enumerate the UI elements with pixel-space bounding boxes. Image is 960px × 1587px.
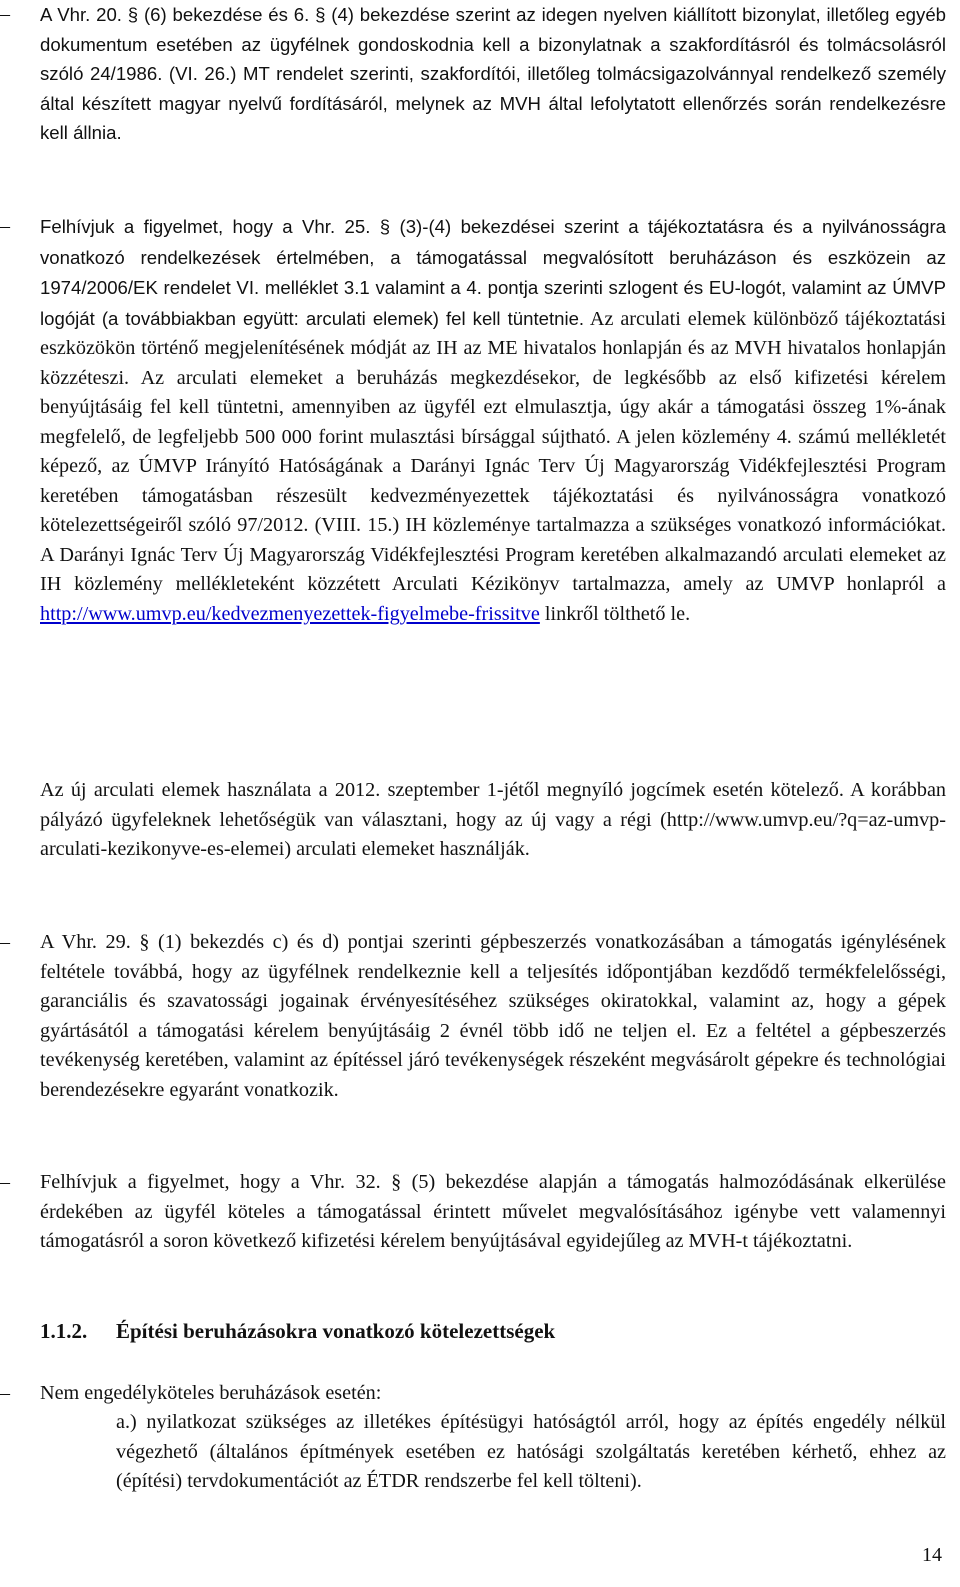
paragraph-text <box>40 212 946 629</box>
section-title: Építési beruházásokra vonatkozó kötelezettségek <box>116 1319 556 1343</box>
paragraph-text: Nem engedélyköteles beruházások esetén: <box>40 1382 382 1404</box>
paragraph-text: Felhívjuk a figyelmet, hogy a Vhr. 32. § (5) bekezdése alapján a támogatás halmozódásának elkerülése érdekében az ügyfél köteles a támogatással érintett művelet megvalósításához igénybe vett valamennyi támogatásról a soron következő kifizetési kérelem benyújtásával egyidejűleg az MVH-t tájékoztatni. <box>40 1171 946 1252</box>
section-number: 1.1.2. <box>40 1319 88 1343</box>
sub-item-a: a.) nyilatkozat szükséges az illetékes építésügyi hatóságtól arról, hogy az építés engedély nélkül végezhető (általános építmények esetében ez hatósági szolgáltatás keretében kérhető, ehhez az (építési) tervdokumentációt az ÉTDR rendszerbe fel kell tölteni). <box>116 1411 946 1492</box>
dash-bullet: – <box>0 1382 10 1404</box>
dash-bullet: – <box>0 3 10 25</box>
paragraph-serif-end: linkről tölthető le. <box>539 602 691 625</box>
paragraph-text: A Vhr. 20. § (6) bekezdése és 6. § (4) bekezdése szerint az idegen nyelven kiállított bizonylat, illetőleg egyéb dokumentum esetében az ügyfélnek gondoskodnia kell a bizonylatnak a szakfordításról és tolmácsolásról szóló 24/1986. (VI. 26.) MT rendelet szerinti, szakfordítói, illetőleg tolmácsigazolvánnyal rendelkező személy által készített magyar nyelvű fordításáról, melynek az MVH által lefolytatott ellenőrzés során rendelkezésre kell állnia. <box>40 4 946 143</box>
paragraph-sans-part: Felhívjuk a figyelmet, hogy a Vhr. 25. § (3)-(4) bekezdései szerint a tájékoztatásra és a nyilvánosságra vonatkozó rendelkezések értelmében, a támogatással megvalósított beruházáson és eszközein az 1974/2006/EK rendelet VI. melléklet 3.1 valamint a 4. pontja szerinti szlogent és EU-logót, valamint az ÚMVP logóját (a továbbiakban együtt: arculati elemek) fel kell tüntetnie. <box>40 216 946 329</box>
arculati-kezikonyv-link[interactable]: http://www.umvp.eu/kedvezmenyezettek-figyelmebe-frissitve <box>40 602 540 625</box>
page-number: 14 <box>922 1544 942 1566</box>
dash-bullet: – <box>0 931 10 953</box>
paragraph-text: A Vhr. 29. § (1) bekezdés c) és d) pontjai szerinti gépbeszerzés vonatkozásában a támogatás igénylésének feltétele továbbá, hogy az ügyfélnek rendelkeznie kell a teljesítés időpontjában kezdődő termékfelelősségi, garanciális és szavatossági jogainak érvényesítéséhez szükséges okiratokkal, valamint az, hogy a gépek gyártásától a támogatási kérelem benyújtásáig 2 évnél több idő ne teljen el. Ez a feltétel a gépbeszerzés tevékenység keretében, valamint az építéssel járó tevékenységek részeként megvásárolt gépekre és technológiai berendezésekre egyaránt vonatkozik. <box>40 931 946 1101</box>
section-heading <box>40 1316 555 1346</box>
paragraph-serif-part: Az arculati elemek különböző tájékoztatási eszközökön történő megjelenítésének módját az IH az ME hivatalos honlapján és az MVH hivatalos honlapján közzéteszi. Az arculati elemeket a beruházás megkezdésekor, de legkésőbb az első kifizetési kérelem benyújtásáig fel kell tüntetni, amennyiben az ügyfél ezt elmulasztja, úgy akár a támogatási összeg 1%-ának megfelelő, de legfeljebb 500 000 forint mulasztási bírsággal sújtható. A jelen közlemény 4. számú mellékletét képező, az ÚMVP Irányító Hatóságának a Darányi Ignác Terv Új Magyarország Vidékfejlesztési Program keretében támogatásban részesült kedvezményezettek tájékoztatási és nyilvánosságra vonatkozó kötelezettségeiről szóló 97/2012. (VIII. 15.) IH közleménye tartalmazza a szükséges vonatkozó információkat. A Darányi Ignác Terv Új Magyarország Vidékfejlesztési Program keretében alkalmazandó arculati elemeket az IH közlemény mellékleteként közzétett Arculati Kézikönyv tartalmazza, amely az UMVP honlapról a <box>40 307 946 595</box>
dash-bullet: – <box>0 215 10 237</box>
paragraph-text: Az új arculati elemek használata a 2012. szeptember 1-jétől megnyíló jogcímek esetén kötelező. A korábban pályázó ügyfeleknek lehetőségük van választani, hogy az új vagy a régi (http://www.umvp.eu/?q=az-umvp-arculati-kezikonyve-es-elemei) arculati elemeket használják. <box>40 779 946 860</box>
dash-bullet: – <box>0 1171 10 1193</box>
